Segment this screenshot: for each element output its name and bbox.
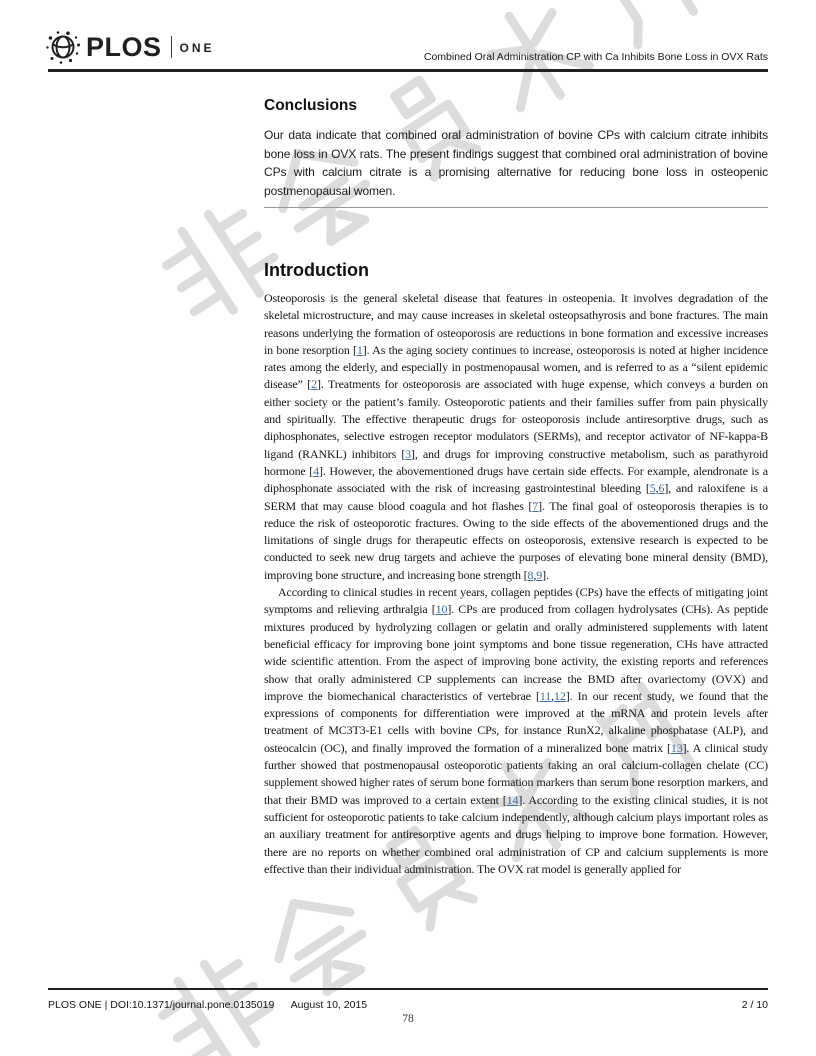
plos-globe-icon <box>46 30 80 64</box>
section-conclusions <box>264 97 768 200</box>
citation-link[interactable]: 1 <box>356 342 363 357</box>
citation-link[interactable]: 6 <box>658 481 665 496</box>
introduction-paragraph-2: According to clinical studies in recent years, collagen peptides (CPs) have the effects of mitigating joint symptoms and relieving arthralgia [10]. CPs are produced from collagen hydrolysates (CHs). As peptide mixtures produced by hydrolyzing collagen or gelatin and orally administered supplements with latent beneficial efficacy for improving bone joint symptoms and bone tissue regeneration, CHs have attracted wide scientific attention. From the aspect of improving bone activity, the existing reports and references show that orally administered CP supplements can increase the BMD after ovariectomy (OVX) and improve the biomechanical characteristics of vertebrae [11,12]. In our recent study, we found that the expressions of components for differentiation were improved at the mRNA and protein levels after treatment of MC3T3-E1 cells with bovine CPs, for instance RunX2, alkaline phosphatase (ALP), and osteocalcin (OC), and finally improved the formation of a mineralized bone matrix [13]. A clinical study further showed that postmenopausal osteoporotic patients taking an oral calcium-collagen chelate (CC) supplement showed higher rates of serum bone formation markers than serum bone resorption markers, and that their BMD was improved to a certain extent [14]. According to the existing clinical studies, it is not sufficient for osteoporotic patients to take calcium independently, although calcium plays important roles as an auxiliary treatment for antiresorptive agents and drugs helping to improve bone formation. However, there are no reports on whether combined oral administration of CP and calcium supplements is more effective than their individual administration. The OVX rat model is generally applied for <box>264 585 768 876</box>
article-body <box>264 0 768 1056</box>
running-head: Combined Oral Administration CP with Ca Inhibits Bone Loss in OVX Rats <box>423 51 768 63</box>
footer-citation <box>48 999 367 1011</box>
conclusions-paragraph: Our data indicate that combined oral administration of bovine CPs with calcium citrate inhibits bone loss in OVX rats. The present findings suggest that combined oral administration of bovine CPs with calcium citrate is a promising alternative for reducing bone loss in osteopenic postmenopausal women. <box>264 128 768 198</box>
citation-link[interactable]: 2 <box>311 377 317 392</box>
citation-link[interactable]: 8 <box>527 567 534 582</box>
citation-link[interactable]: 9 <box>536 567 543 582</box>
document-page-number: 78 <box>402 1013 414 1025</box>
citation-link[interactable]: 10 <box>435 602 448 617</box>
introduction-heading: Introduction <box>264 260 369 280</box>
logo-divider <box>171 36 172 58</box>
section-introduction <box>264 260 768 878</box>
footer-doi: PLOS ONE | DOI:10.1371/journal.pone.0135019 <box>48 999 275 1011</box>
citation-link[interactable]: 11 <box>539 688 552 703</box>
footer-rule <box>48 988 768 990</box>
footer-date: August 10, 2015 <box>290 999 368 1011</box>
citation-link[interactable]: 4 <box>313 463 319 478</box>
citation-link[interactable]: 14 <box>506 792 519 807</box>
header-rule <box>48 69 768 72</box>
citation-link[interactable]: 5 <box>649 481 656 496</box>
citation-link[interactable]: 12 <box>554 688 566 703</box>
plos-one-logo <box>46 30 215 64</box>
logo-plos-text: PLOS <box>86 31 162 62</box>
citation-link[interactable]: 13 <box>670 740 683 755</box>
citation-link[interactable]: 3 <box>405 446 412 461</box>
introduction-paragraph-1: Osteoporosis is the general skeletal disease that features in osteopenia. It involves degradation of the skeletal microstructure, and may cause increases in skeletal osteopsathyrosis and bone fractures. The main reasons underlying the formation of osteoporosis are reductions in bone formation and excessive increases in bone resorption [1]. As the aging society continues to increase, osteoporosis is noted at higher incidence rates among the elderly, and especially in postmenopausal women, and is referred to as a “silent epidemic disease” [2]. Treatments for osteoporosis are associated with huge expense, which conveys a burden on either society or the patient’s family. Osteoporotic patients and their families suffer from pain physically and spiritually. The effective therapeutic drugs for osteoporosis include antiresorptive drugs, such as diphosphonates, selective estrogen receptor modulators (SERMs), and receptor activator of NF-kappa-B ligand (RANKL) inhibitors [3], and drugs for improving constructive metabolism, such as parathyroid hormone [4]. However, the abovementioned drugs have certain side effects. For example, alendronate is a diphosphonate associated with the risk of increasing gastrointestinal bleeding [5,6], and raloxifene is a SERM that may cause blood coagula and hot flashes [7]. The final goal of osteoporosis therapies is to reduce the risk of osteoporotic fractures. Owing to the side effects of the abovementioned drugs and the limitations of single drugs for therapeutic effects on osteoporosis, extensive research is expected to be conducted to seek new drug targets and achieve the purposes of elevating bone mineral density (BMD), improving bone structure, and increasing bone strength [8,9]. <box>264 291 768 582</box>
citation-link[interactable]: 7 <box>532 498 539 513</box>
footer-page-indicator: 2 / 10 <box>741 999 768 1011</box>
conclusions-heading: Conclusions <box>264 97 358 114</box>
logo-one-text: ONE <box>179 41 215 55</box>
abstract-separator-rule <box>264 207 768 208</box>
